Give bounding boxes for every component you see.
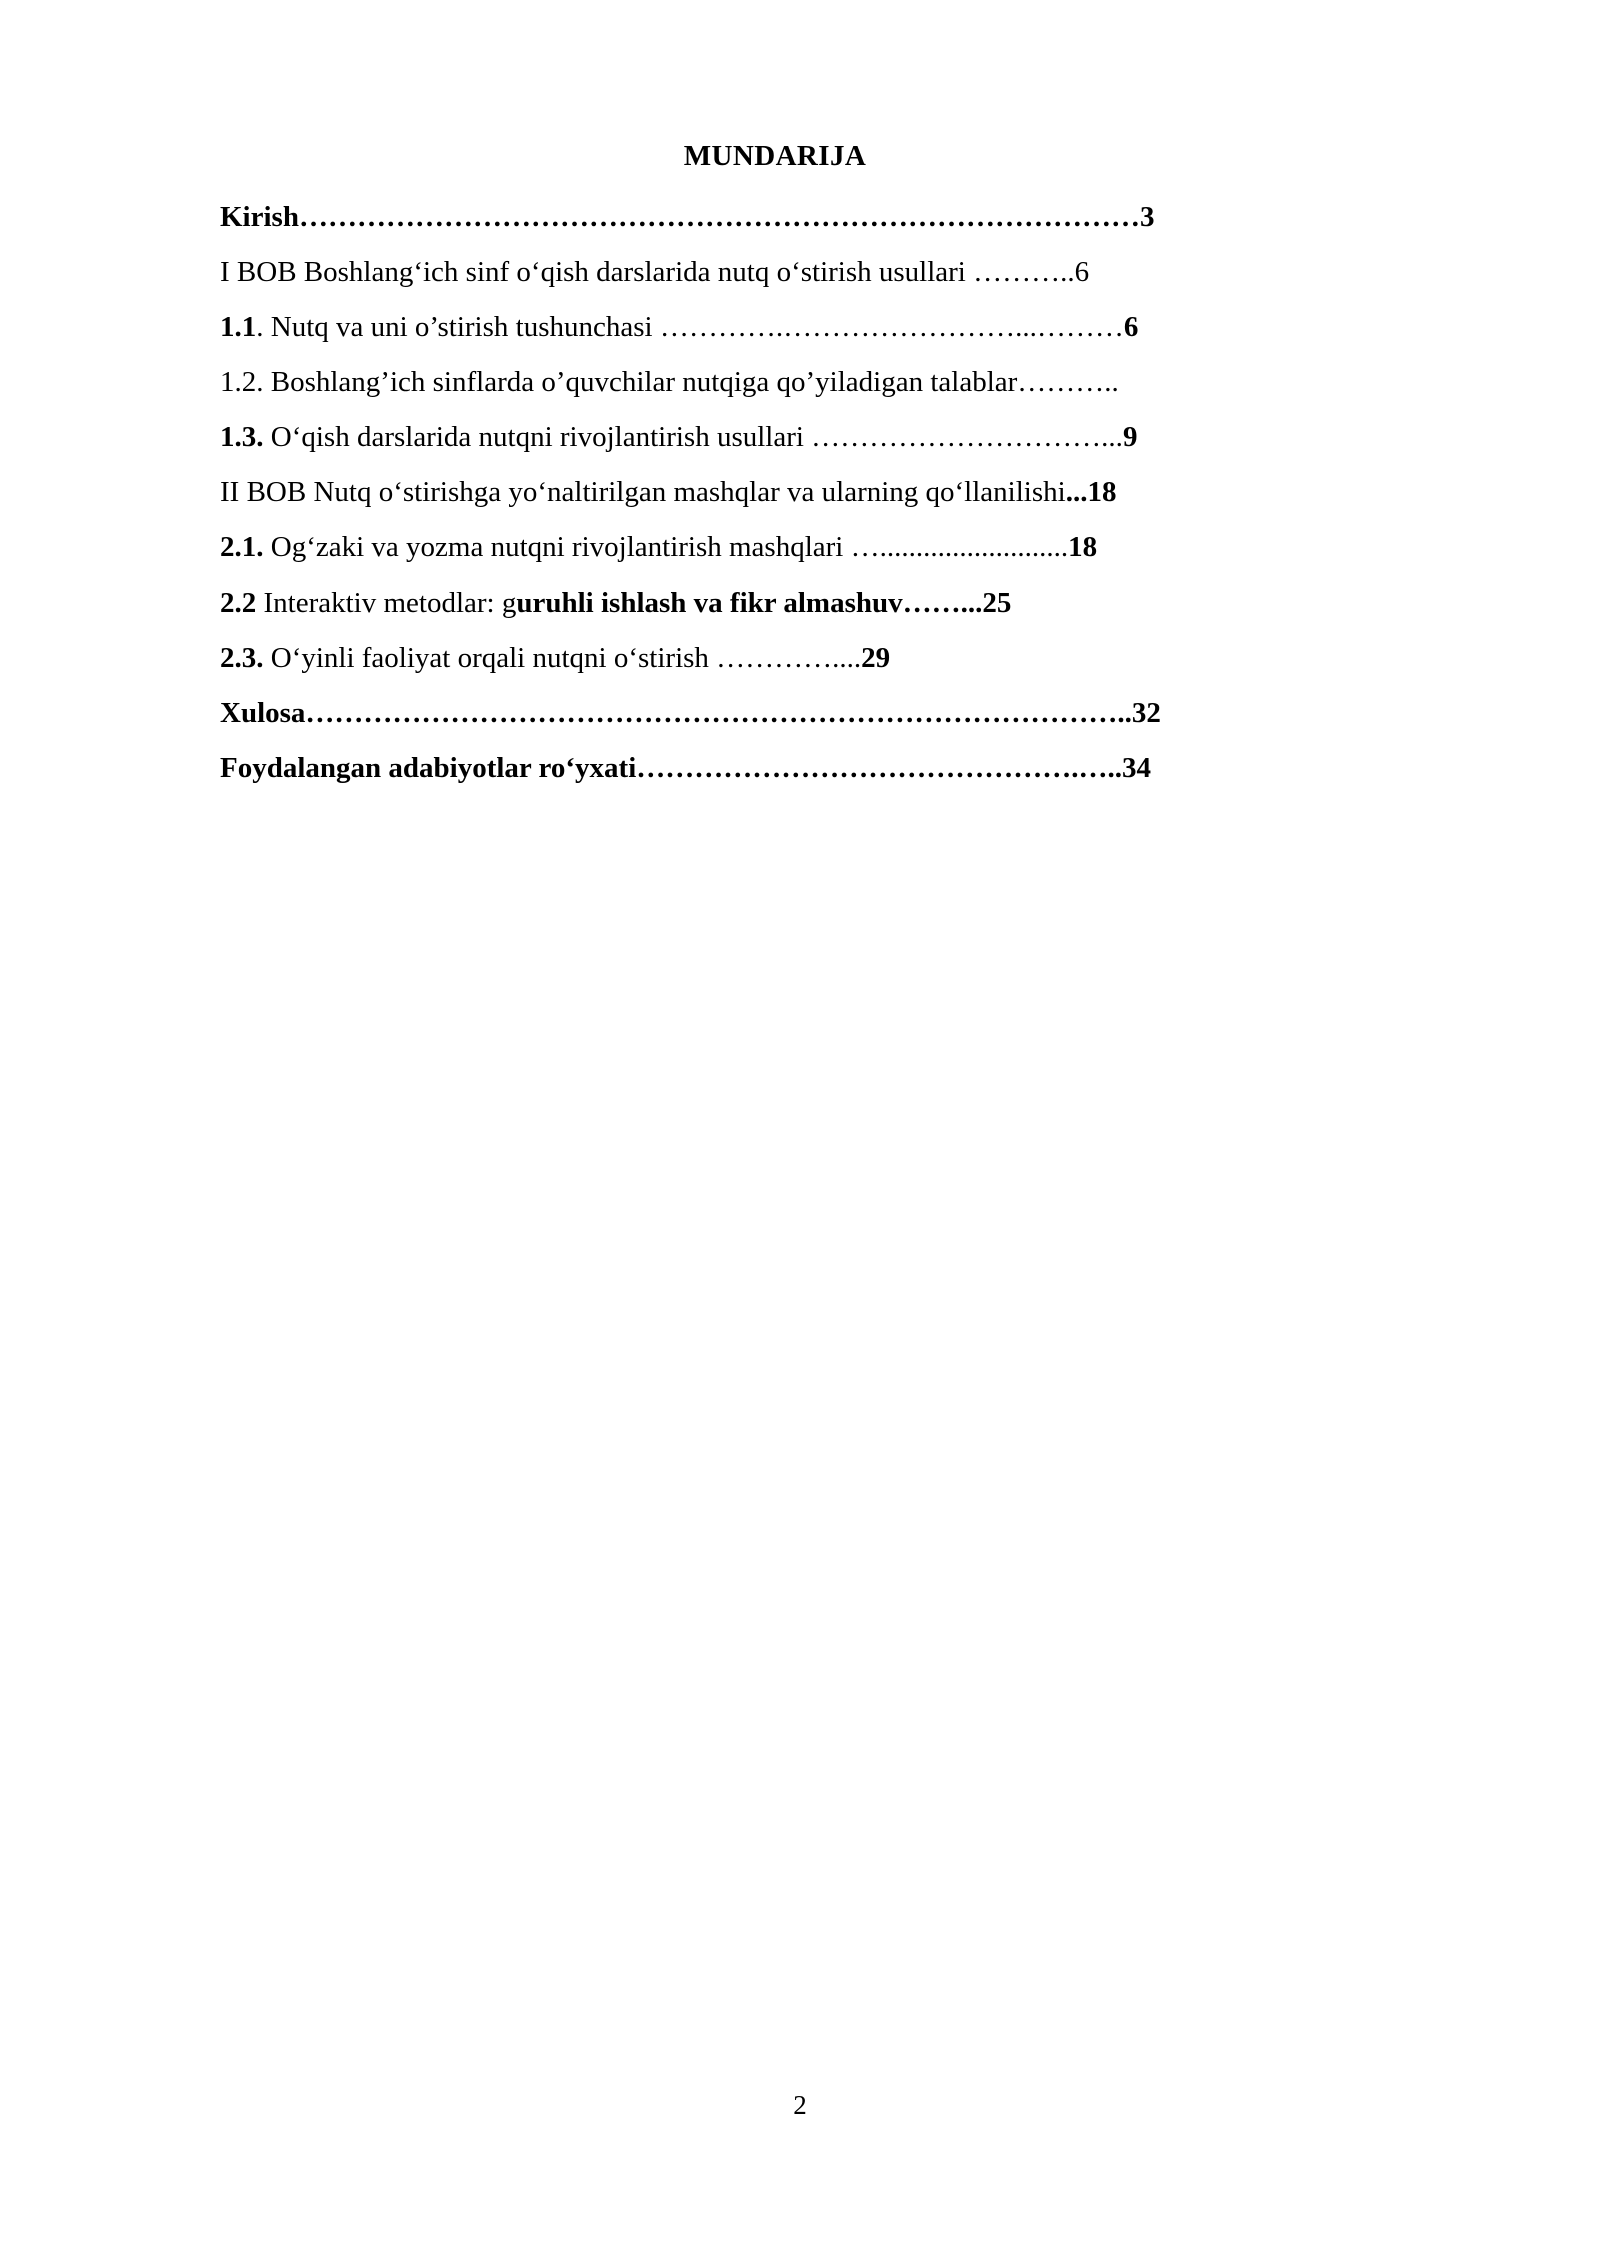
- toc-entry-section-2-1[interactable]: [220, 525, 1400, 569]
- page-title: MUNDARIJA: [683, 140, 867, 172]
- toc-entry-text: II BOB Nutq o‘stirishga yo‘naltirilgan mashqlar va ularning qo‘llanilishi: [220, 476, 1066, 509]
- toc-entry-text: 32: [1131, 696, 1161, 729]
- toc-entry-text: . Nutq va uni o’stirish tushunchasi ………….……………………...………: [256, 311, 1124, 344]
- toc-entry-section-1-1[interactable]: [220, 305, 1400, 349]
- toc-entry-text: 18: [1068, 531, 1098, 564]
- toc-entry-text: 1.2. Boshlang’ich sinflarda o’quvchilar nutqiga qo’yiladigan talablar………..: [220, 366, 1119, 399]
- toc-entry-text: Og‘zaki va yozma nutqni rivojlantirish mashqlari …..........................: [263, 531, 1069, 564]
- toc-entry-text: Foydalangan adabiyotlar ro‘yxati……………………………………….…..: [220, 751, 1123, 784]
- toc-entry-kirish[interactable]: [220, 195, 1400, 239]
- toc-entry-bob-2[interactable]: [220, 470, 1400, 514]
- toc-entry-text: O‘qish darslarida nutqni rivojlantirish usullari …………………………...: [263, 421, 1123, 454]
- toc-entry-text: Interaktiv metodlar: g: [256, 586, 517, 619]
- page-number: 2: [793, 2090, 807, 2120]
- toc-entry-section-1-3[interactable]: [220, 415, 1400, 459]
- toc-entry-text: 9: [1122, 421, 1138, 454]
- toc-entry-text: 6: [1123, 311, 1139, 344]
- toc-entry-text: I BOB Boshlang‘ich sinf o‘qish darslarida nutq o‘stirish usullari ………..6: [220, 256, 1090, 289]
- toc-entry-text: 34: [1122, 751, 1152, 784]
- toc-entry-text: O‘yinli faoliyat orqali nutqni o‘stirish …………....: [263, 641, 862, 674]
- toc-entry-xulosa[interactable]: [220, 691, 1400, 735]
- toc-entry-section-1-2[interactable]: [220, 360, 1400, 404]
- toc-entry-text: 2.1.: [220, 531, 264, 564]
- toc-entry-text: Xulosa…………………………………………………………………………..: [220, 696, 1132, 729]
- toc-entry-section-2-2[interactable]: [220, 581, 1400, 625]
- toc-entry-text: 1.1: [220, 311, 257, 344]
- toc-entry-text: Kirish……………………………………………………………………………: [220, 201, 1140, 233]
- toc-entry-section-2-3[interactable]: [220, 636, 1400, 680]
- toc-entry-text: ...18: [1065, 476, 1117, 509]
- toc-entry-text: 2.2: [220, 586, 257, 619]
- toc-entry-text: 1.3.: [220, 421, 264, 454]
- toc-entry-text: 2.3.: [220, 641, 264, 674]
- toc-entry-text: 3: [1139, 201, 1155, 233]
- toc-entry-text: uruhli ishlash va fikr almashuv……...25: [516, 586, 1012, 619]
- table-of-contents: [220, 195, 1400, 790]
- toc-entry-bob-1[interactable]: [220, 250, 1400, 294]
- toc-entry-adabiyotlar[interactable]: [220, 746, 1400, 790]
- toc-entry-text: 29: [861, 641, 891, 674]
